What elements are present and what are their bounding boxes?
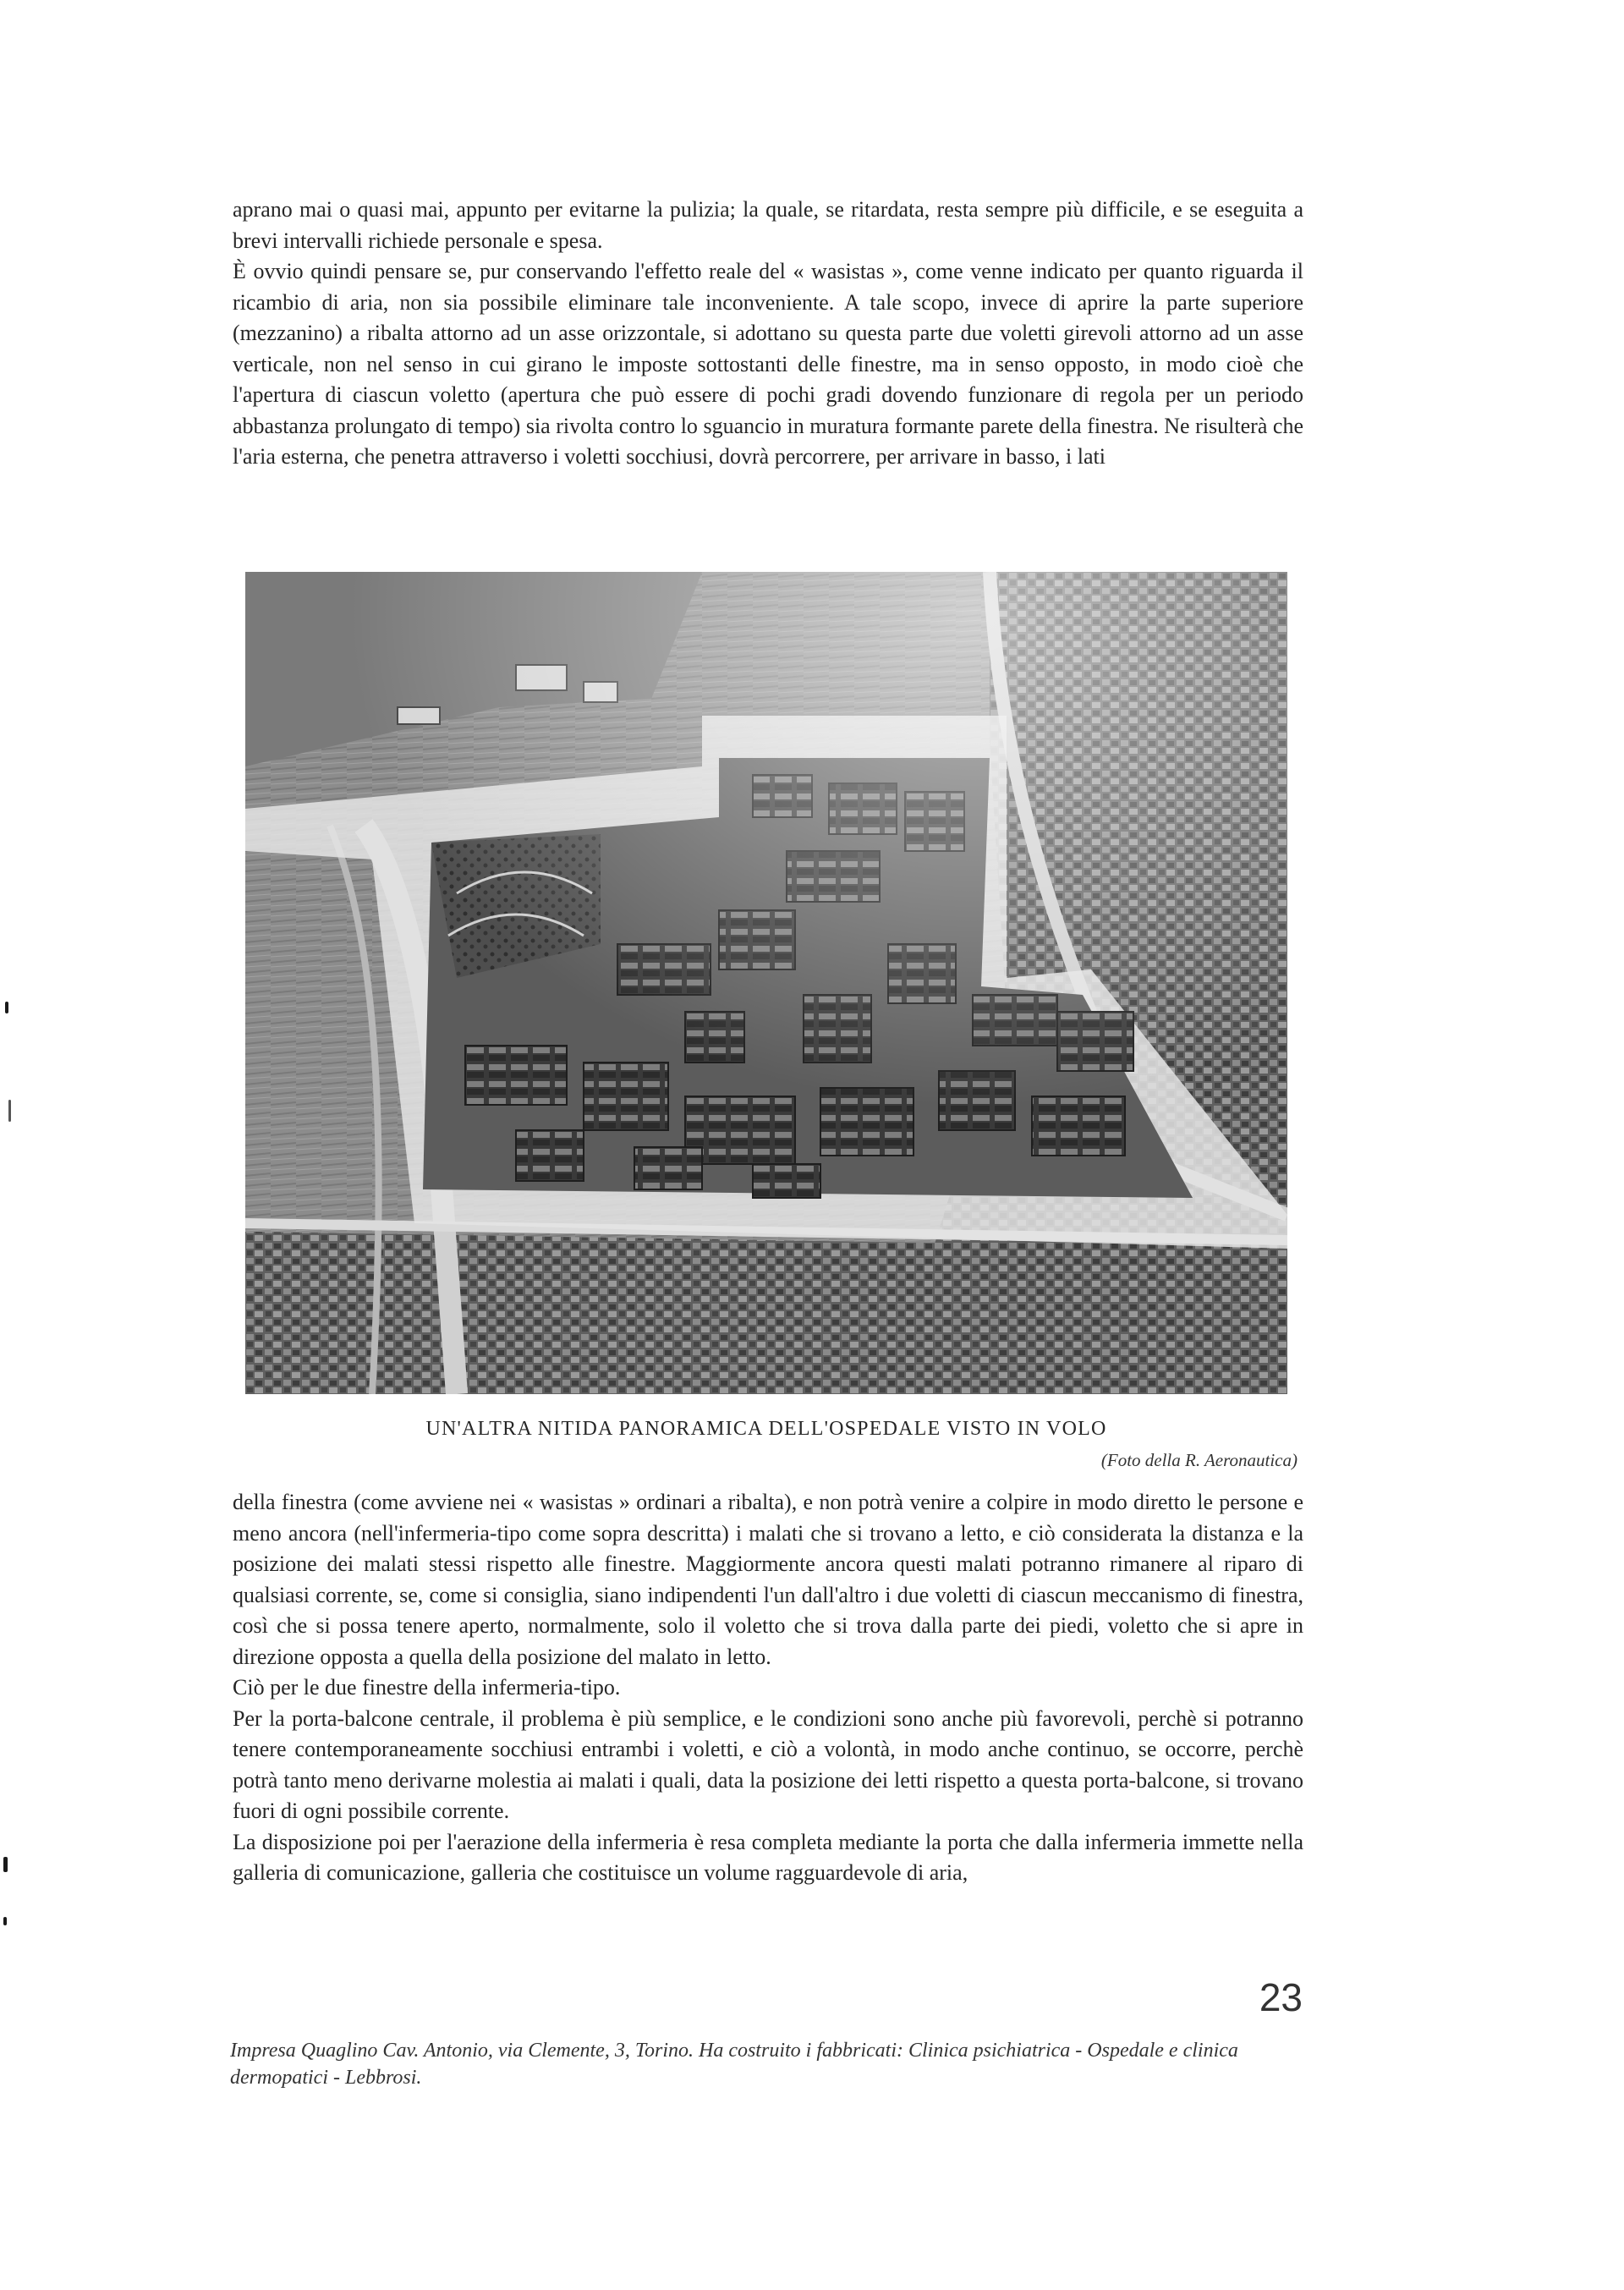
photo-credit: (Foto della R. Aeronautica) xyxy=(1100,1450,1298,1470)
scan-margin-mark xyxy=(5,1002,8,1013)
photo-caption: UN'ALTRA NITIDA PANORAMICA DELL'OSPEDALE VISTO IN VOLO xyxy=(425,1418,1107,1440)
body-paragraph: della finestra (come avviene nei « wasistas » ordinari a ribalta), e non potrà venire a colpire in modo diretto le persone e meno ancora (nell'infermeria-tipo come sopra descritta) i malati che si trovano a letto, e ciò considerata la distanza e la posizione dei malati stessi rispetto alle finestre. Maggiormente ancora questi malati potranno rimanere al riparo di qualsiasi corrente, se, come si consiglia, siano indipendenti l'un dall'altro i due voletti di ciascun meccanismo di finestra, così che si possa tenere aperto, normalmente, solo il voletto che si trova dalla parte dei piedi, voletto che si apre in direzione opposta a quella della posizione del malato in letto. xyxy=(233,1490,1303,1669)
page-number: 23 xyxy=(1259,1975,1303,2019)
body-paragraph: Ciò per le due finestre della infermeria-tipo. xyxy=(233,1675,621,1700)
body-paragraph: Per la porta-balcone centrale, il problema è più semplice, e le condizioni sono anche più favorevoli, perchè si potranno tenere contemporaneamente socchiusi entrambi i voletti, e ciò a volontà, in modo anche continuo, se occorre, perchè potrà tanto meno derivarne molestia ai malati i quali, data la posizione dei letti rispetto a questa porta-balcone, si trovano fuori di ogni possibile corrente. xyxy=(233,1705,1303,1823)
scan-margin-mark xyxy=(3,1857,8,1872)
body-text-bottom xyxy=(233,1487,1303,1889)
aerial-hospital-photo xyxy=(245,572,1287,1394)
body-text-top xyxy=(233,195,1303,473)
body-paragraph: È ovvio quindi pensare se, pur conservando l'effetto reale del « wasistas », come venne indicato per quanto riguarda il ricambio di aria, non sia possibile eliminare tale inconveniente. A tale scopo, invece di aprire la parte superiore (mezzanino) a ribalta attorno ad un asse orizzontale, si adottano su questa parte due voletti girevoli attorno ad un asse verticale, non nel senso in cui girano le imposte sottostanti delle finestre, ma in senso opposto, in modo cioè che l'apertura di ciascun voletto (apertura che può essere di pochi gradi dovendo funzionare di regola per un periodo abbastanza prolungato di tempo) sia rivolta contro lo sguancio in muratura formante parete della finestra. Ne risulterà che l'aria esterna, che penetra attraverso i voletti socchiusi, dovrà percorrere, per arrivare in basso, i lati xyxy=(233,259,1303,469)
footer-note: Impresa Quaglino Cav. Antonio, via Clemente, 3, Torino. Ha costruito i fabbricati: Clinica psichiatrica - Ospedale e clinica dermopatici - Lebbrosi. xyxy=(230,2040,1238,2089)
scan-margin-mark xyxy=(8,1100,11,1122)
body-paragraph: La disposizione poi per l'aerazione della infermeria è resa completa mediante la porta che dalla infermeria immette nella galleria di comunicazione, galleria che costituisce un volume ragguardevole di aria, xyxy=(233,1829,1303,1885)
scan-margin-mark xyxy=(3,1917,7,1925)
body-paragraph: aprano mai o quasi mai, appunto per evitarne la pulizia; la quale, se ritardata, resta sempre più difficile, e se eseguita a brevi intervalli richiede personale e spesa. xyxy=(233,197,1303,253)
